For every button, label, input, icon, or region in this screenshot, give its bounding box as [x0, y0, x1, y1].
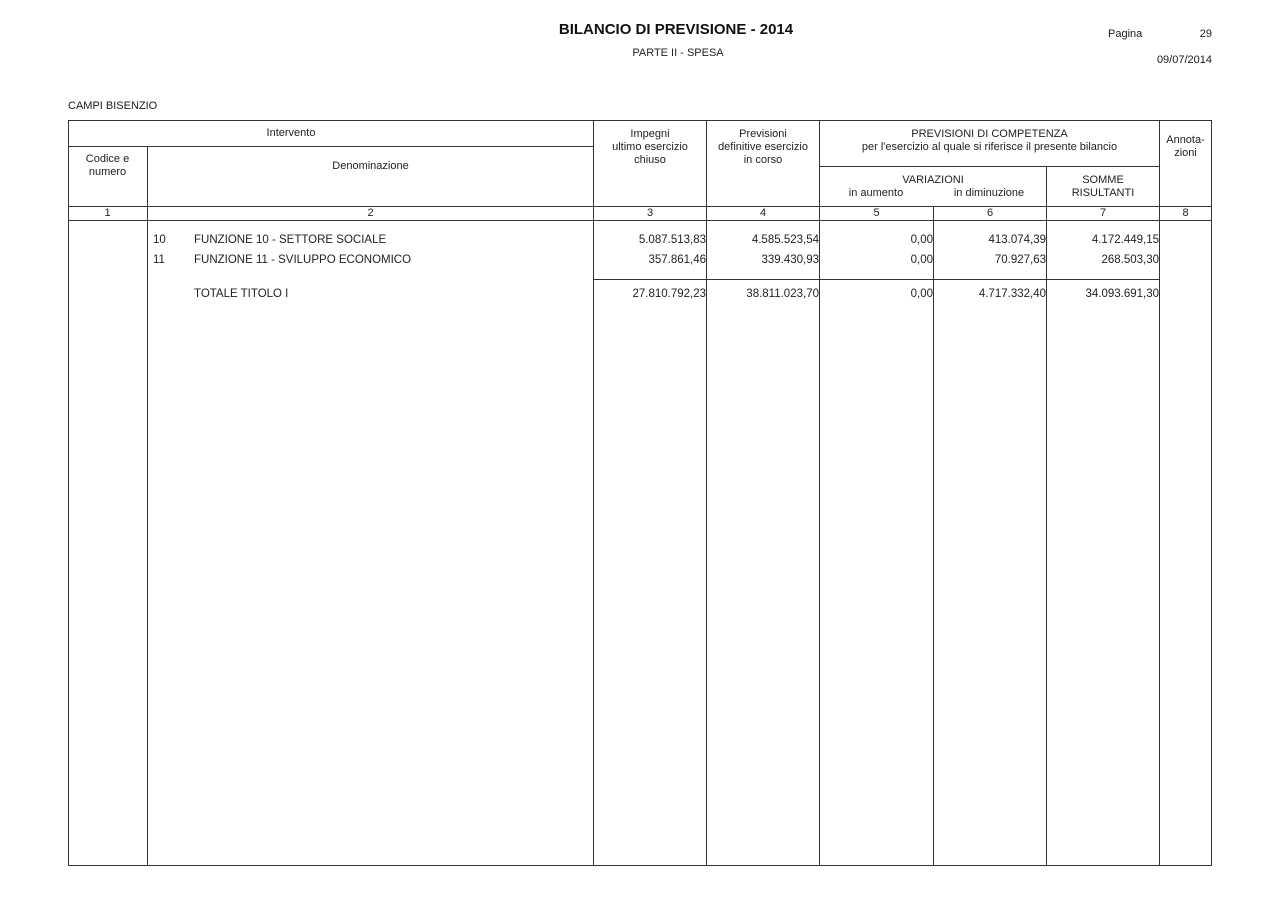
row-code: 10 — [153, 234, 166, 246]
header-previsioni-definitive-text: Previsioni definitive esercizio in corso — [718, 128, 808, 166]
total-impegni: 27.810.792,23 — [632, 288, 706, 300]
total-previsioni: 38.811.023,70 — [746, 288, 819, 300]
page-label: Pagina — [1108, 28, 1143, 40]
column-number-8: 8 — [1182, 207, 1189, 219]
row-aumento: 0,00 — [910, 234, 933, 246]
column-number-6: 6 — [986, 207, 994, 219]
col-8-divider — [1159, 120, 1160, 866]
table-top-border — [68, 120, 1212, 121]
total-somme: 34.093.691,30 — [1085, 288, 1159, 300]
row-name: FUNZIONE 11 - SVILUPPO ECONOMICO — [194, 254, 412, 266]
column-numbers-bottom-border — [68, 220, 1212, 221]
column-number-3: 3 — [646, 207, 654, 219]
header-impegni-text: Impegni ultimo esercizio chiuso — [612, 128, 688, 166]
header-variazioni: VARIAZIONI — [902, 174, 964, 186]
header-somme — [1047, 174, 1159, 200]
col-3-divider — [593, 120, 594, 866]
header-annotazioni-text: Annota- zioni — [1166, 134, 1205, 159]
row-code: 11 — [153, 254, 165, 266]
row-somme: 268.503,30 — [1101, 254, 1159, 266]
row-somme: 4.172.449,15 — [1091, 234, 1159, 246]
column-number-2: 2 — [367, 207, 374, 219]
row-previsioni: 339.430,93 — [761, 254, 819, 266]
row-diminuzione: 413.074,39 — [988, 234, 1046, 246]
total-diminuzione: 4.717.332,40 — [978, 288, 1046, 300]
column-number-4: 4 — [759, 207, 767, 219]
column-number-5: 5 — [873, 207, 880, 219]
row-impegni: 5.087.513,83 — [638, 234, 706, 246]
codice-divider — [147, 146, 148, 866]
total-aumento: 0,00 — [910, 288, 933, 300]
row-aumento: 0,00 — [910, 254, 933, 266]
row-name: FUNZIONE 10 - SETTORE SOCIALE — [194, 234, 387, 246]
header-annotazioni — [1160, 134, 1211, 160]
total-divider — [594, 279, 1160, 280]
col-5-divider — [819, 120, 820, 866]
table-bottom-border — [68, 865, 1212, 866]
entity-name: CAMPI BISENZIO — [68, 100, 158, 112]
table-left-border — [68, 120, 69, 866]
header-codice — [68, 153, 147, 179]
header-previsioni-definitive — [707, 128, 819, 167]
page-number: 29 — [1199, 28, 1212, 40]
header-codice-text: Codice e numero — [85, 153, 130, 178]
total-label: TOTALE TITOLO I — [194, 288, 289, 300]
row-diminuzione: 70.927,63 — [994, 254, 1046, 266]
row-impegni: 357.861,46 — [648, 254, 706, 266]
col-4-divider — [706, 120, 707, 866]
variazioni-divider — [820, 166, 1160, 167]
header-in-diminuzione: in diminuzione — [953, 187, 1025, 199]
row-previsioni: 4.585.523,54 — [751, 234, 819, 246]
table-right-border — [1211, 120, 1212, 866]
col-6-divider — [933, 206, 934, 866]
header-impegni — [594, 128, 706, 167]
report-title: BILANCIO DI PREVISIONE - 2014 — [558, 21, 794, 38]
header-in-aumento: in aumento — [848, 187, 904, 199]
report-subtitle: PARTE II - SPESA — [632, 47, 724, 59]
header-denominazione: Denominazione — [332, 160, 409, 172]
column-number-7: 7 — [1099, 207, 1107, 219]
column-number-1: 1 — [104, 207, 111, 219]
header-previsioni-competenza — [820, 128, 1159, 154]
report-date: 09/07/2014 — [1156, 54, 1212, 66]
header-intervento: Intervento — [266, 127, 316, 139]
header-somme-text: SOMME RISULTANTI — [1071, 174, 1135, 199]
header-previsioni-competenza-text: PREVISIONI DI COMPETENZA per l'esercizio al quale si riferisce il presente bilancio — [861, 128, 1118, 153]
col-7-divider — [1046, 166, 1047, 866]
